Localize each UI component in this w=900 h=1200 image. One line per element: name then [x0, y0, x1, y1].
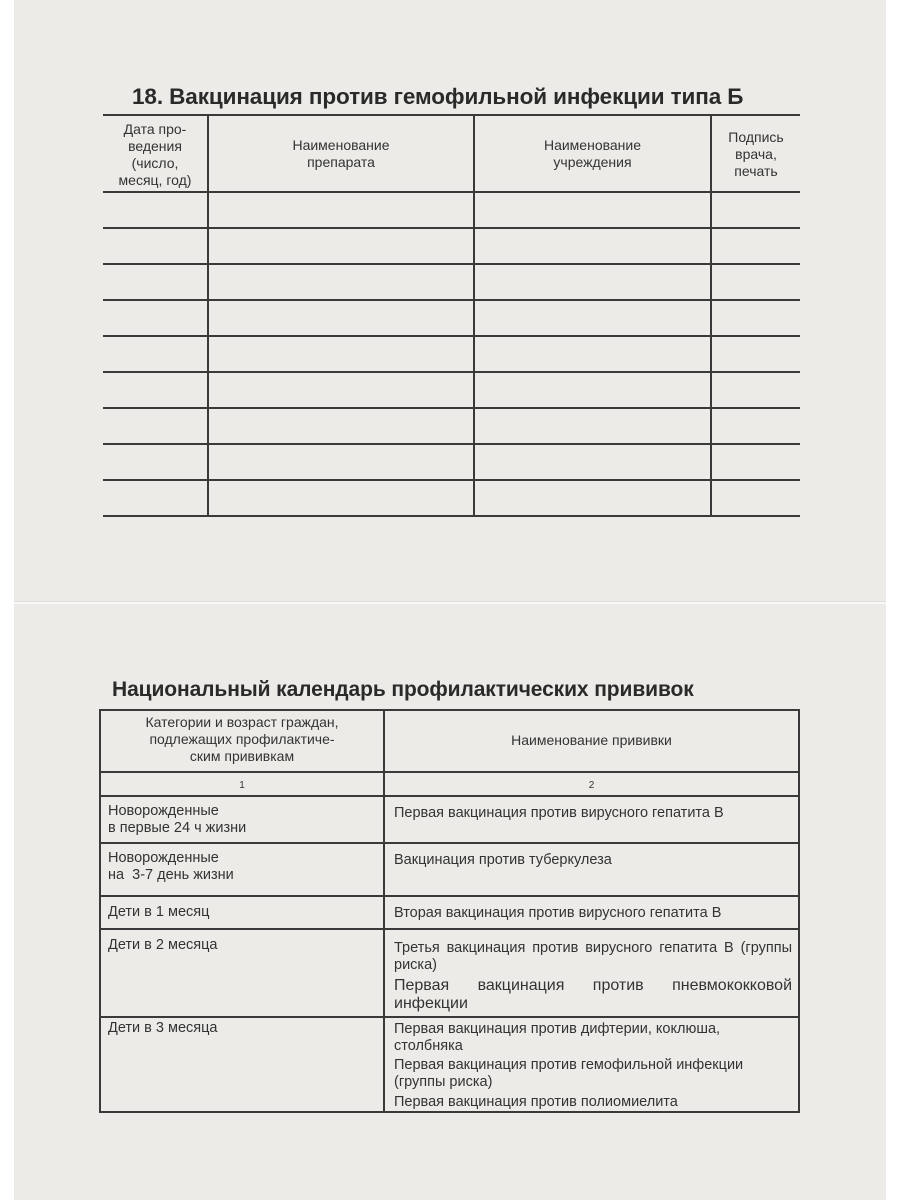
age-line: на 3-7 день жизни [108, 867, 234, 883]
row-line [99, 1016, 800, 1018]
age-line: Новорожденные [108, 803, 219, 819]
header-age-category [101, 714, 383, 765]
header-date [103, 121, 207, 189]
header-institution-line: учреждения [553, 154, 632, 170]
vaccine-item: Третья вакцинация против вирусного гепатита В (группы риска) [394, 940, 792, 973]
header-signature-line: печать [734, 163, 778, 179]
calendar-title: Национальный календарь профилактических прививок [112, 678, 694, 701]
header-institution-line: Наименование [543, 137, 642, 153]
vaccine-item: Первая вакцинация против пневмококковой инфекции [394, 977, 792, 1012]
header-signature-line: врача, [735, 146, 777, 162]
header-age-line: Категории и возраст граждан, [145, 714, 339, 730]
header-drug-line: препарата [307, 154, 375, 170]
header-signature [712, 129, 800, 180]
vaccine-item: Первая вакцинация против вирусного гепатита В [394, 805, 724, 821]
vaccine-item: Вакцинация против туберкулеза [394, 852, 612, 868]
column-number-1: 1 [239, 780, 245, 791]
header-institution [475, 137, 710, 171]
column-divider [207, 114, 209, 517]
header-age-line: ским прививкам [189, 748, 295, 764]
vaccine-item: Первая вакцинация против дифтерии, коклюша, столбняка [394, 1021, 721, 1054]
age-1-month: Дети в 1 месяц [108, 904, 210, 920]
header-bottom-border [99, 771, 800, 773]
vaccine-item: Первая вакцинация против полиомиелита [394, 1094, 678, 1110]
column-number-2: 2 [588, 780, 595, 791]
age-2-months: Дети в 2 месяца [108, 937, 218, 953]
column-divider [473, 114, 475, 517]
header-date-line: (число, [131, 155, 179, 171]
section-18-title: 18. Вакцинация против гемофильной инфекции типа Б [132, 84, 744, 109]
vaccine-item: Вторая вакцинация против вирусного гепатита В [394, 905, 722, 921]
age-newborn-3-7-days [108, 850, 234, 884]
header-date-line: Дата про- [123, 121, 187, 137]
header-vaccine-name: Наименование прививки [511, 732, 672, 748]
header-signature-line: Подпись [728, 129, 784, 145]
vaccine-item: Первая вакцинация против гемофильной инфекции (группы риска) [394, 1057, 744, 1090]
header-age-line: подлежащих профилактиче- [149, 731, 335, 747]
row-line [99, 842, 800, 844]
row-line [99, 895, 800, 897]
header-date-line: месяц, год) [118, 172, 192, 188]
row-line [99, 928, 800, 930]
row-line [99, 795, 800, 797]
age-3-months: Дети в 3 месяца [108, 1020, 218, 1036]
header-drug-name [209, 137, 473, 171]
age-line: Новорожденные [108, 850, 219, 866]
header-drug-line: Наименование [292, 137, 390, 153]
page-fold [14, 601, 886, 604]
column-divider [383, 709, 385, 1113]
age-line: в первые 24 ч жизни [108, 820, 247, 836]
header-date-line: ведения [128, 138, 182, 154]
age-newborn-24h [108, 803, 246, 837]
